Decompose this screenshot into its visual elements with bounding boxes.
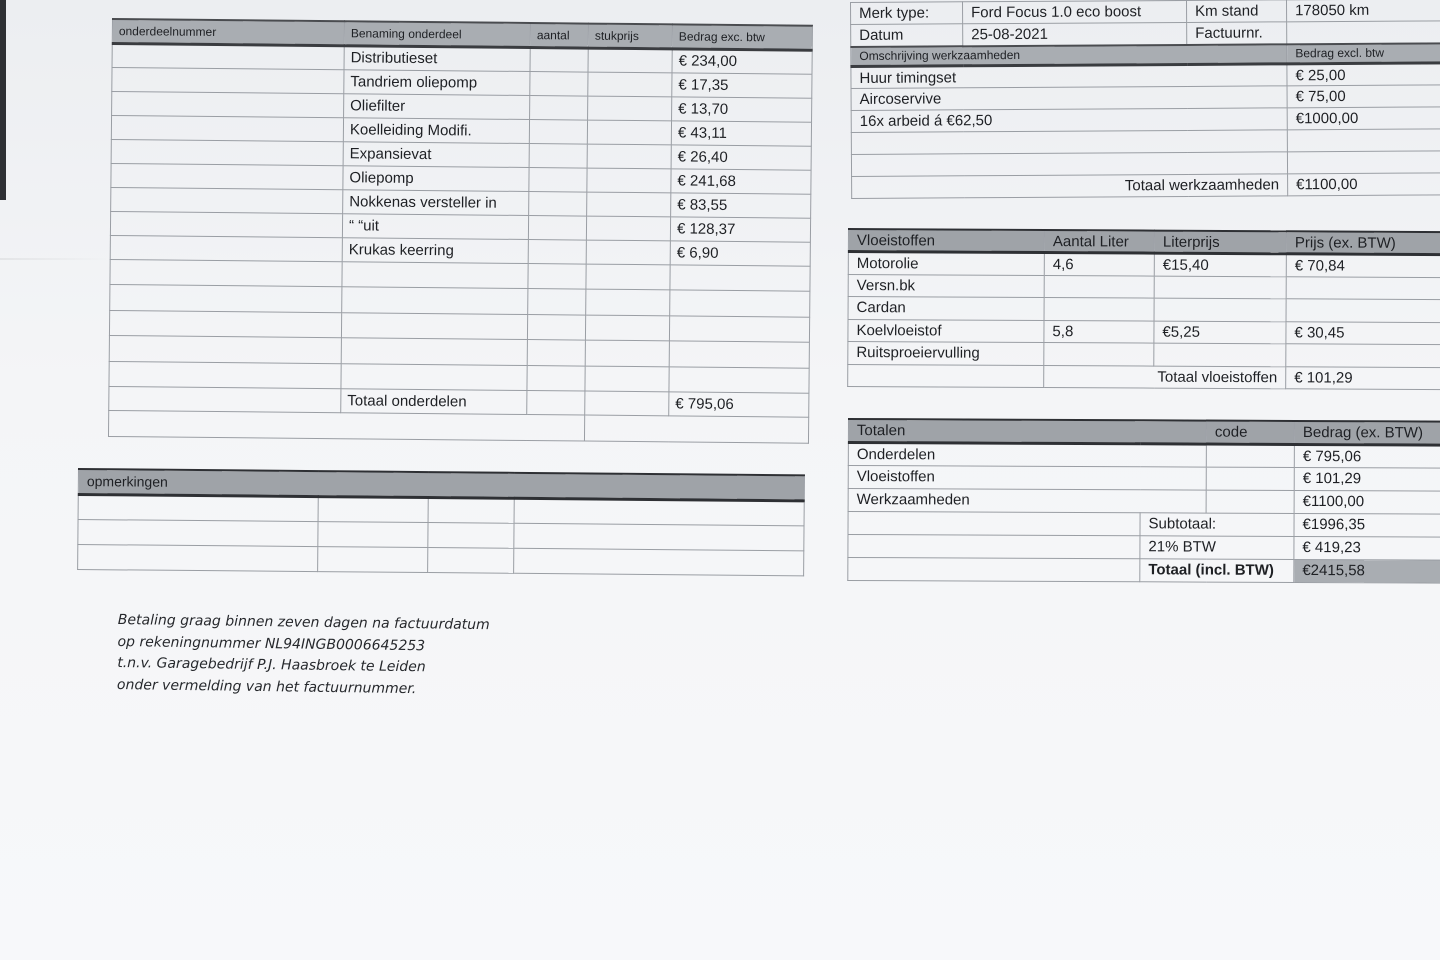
km-label: Km stand	[1186, 0, 1286, 22]
part-name: Krukas keerring	[342, 237, 528, 263]
part-amount: € 13,70	[672, 96, 812, 121]
totals-label: Onderdelen	[848, 442, 1206, 467]
fluid-price	[1286, 344, 1440, 367]
totals-value: € 795,06	[1294, 444, 1440, 468]
part-amount: € 128,37	[670, 216, 810, 241]
totals-value: € 101,29	[1294, 467, 1440, 491]
fluid-price-per-liter	[1154, 298, 1286, 321]
payment-line: op rekeningnummer NL94INGB0006645253	[117, 633, 426, 654]
totals-row	[848, 442, 1440, 468]
work-desc: Huur timingset	[851, 64, 1287, 89]
part-amount: € 26,40	[671, 144, 811, 169]
totals-header-label: Totalen	[848, 419, 1206, 444]
fluid-name: Motorolie	[848, 252, 1044, 276]
fluid-row	[848, 252, 1440, 278]
work-total-value: €1100,00	[1288, 173, 1440, 196]
part-name: Expansievat	[343, 141, 529, 167]
remarks-header: opmerkingen	[78, 469, 804, 500]
paper-fold	[0, 258, 110, 260]
fluids-header-row	[848, 229, 1440, 255]
part-name: Koelleiding Modifi.	[343, 117, 529, 143]
fluid-row	[848, 319, 1440, 345]
fluid-row	[848, 274, 1440, 300]
datum-label: Datum	[851, 24, 963, 47]
fluid-liters: 5,8	[1044, 320, 1154, 343]
btw-value: € 419,23	[1294, 536, 1440, 560]
work-amount: €1000,00	[1287, 107, 1440, 130]
merk-value: Ford Focus 1.0 eco boost	[963, 0, 1187, 23]
work-total-label: Totaal werkzaamheden	[852, 174, 1288, 199]
remarks-row	[78, 544, 804, 575]
totals-table	[847, 418, 1440, 583]
work-header-desc: Omschrijving werkzaamheden	[851, 44, 1287, 67]
header-part-name: Benaming onderdeel	[344, 21, 530, 47]
grand-total-label: Totaal (incl. BTW)	[1140, 558, 1294, 582]
part-amount: € 43,11	[671, 120, 811, 145]
fluid-name: Ruitsproeiervulling	[848, 342, 1044, 366]
fluids-total-row	[848, 364, 1440, 390]
fluid-price-per-liter: €5,25	[1154, 321, 1286, 344]
factuur-label: Factuurnr.	[1187, 22, 1287, 45]
fluid-row	[848, 297, 1440, 323]
fluid-name: Cardan	[848, 297, 1044, 321]
fluid-price: € 30,45	[1286, 321, 1440, 344]
parts-total-label: Totaal onderdelen	[341, 389, 527, 415]
fluid-name: Versn.bk	[848, 274, 1044, 298]
totals-header-amount: Bedrag (ex. BTW)	[1294, 421, 1440, 445]
part-name: Oliepomp	[343, 165, 529, 191]
part-name: Oliefilter	[344, 93, 530, 119]
part-amount: € 83,55	[671, 192, 811, 217]
parts-empty-row	[108, 410, 808, 442]
header-quantity: aantal	[530, 23, 588, 48]
factuur-value	[1287, 21, 1440, 44]
fluids-header-liters: Aantal Liter	[1044, 230, 1154, 253]
btw-row	[848, 534, 1440, 560]
grand-total-value: €2415,58	[1294, 559, 1440, 583]
subtotal-row	[848, 511, 1440, 537]
fluid-liters: 4,6	[1044, 253, 1154, 276]
fluid-liters	[1044, 343, 1154, 366]
totals-value: €1100,00	[1294, 490, 1440, 514]
work-amount: € 25,00	[1287, 63, 1440, 86]
remarks-table	[77, 468, 805, 576]
subtotal-value: €1996,35	[1294, 513, 1440, 537]
fluids-header-name: Vloeistoffen	[848, 229, 1044, 253]
totals-label: Vloeistoffen	[848, 465, 1206, 490]
fluid-price	[1286, 299, 1440, 322]
background-edge	[0, 0, 6, 200]
totals-header-code: code	[1206, 421, 1294, 444]
part-amount: € 17,35	[672, 72, 812, 97]
header-unit-price: stukprijs	[588, 24, 672, 49]
totals-header-row	[848, 419, 1440, 445]
fluids-header-price-per-liter: Literprijs	[1154, 231, 1286, 254]
payment-line: onder vermelding van het factuurnummer.	[116, 676, 417, 697]
fluids-header-price: Prijs (ex. BTW)	[1286, 231, 1440, 254]
fluid-name: Koelvloeistof	[848, 319, 1044, 343]
fluid-liters	[1044, 298, 1154, 321]
fluid-price-per-liter	[1154, 343, 1286, 366]
payment-note	[117, 610, 578, 702]
merk-label: Merk type:	[851, 2, 963, 25]
payment-line: t.n.v. Garagebedrijf P.J. Haasbroek te Leiden	[117, 654, 426, 676]
fluid-row	[848, 342, 1440, 368]
work-desc: Aircoservive	[851, 86, 1287, 111]
part-amount: € 234,00	[672, 48, 812, 73]
fluids-total-label: Totaal vloeistoffen	[1044, 365, 1286, 389]
parts-total-value: € 795,06	[669, 392, 809, 417]
totals-label: Werkzaamheden	[848, 488, 1206, 513]
work-total-row	[852, 173, 1440, 199]
fluid-price-per-liter: €15,40	[1154, 253, 1286, 276]
fluids-table	[847, 228, 1440, 390]
datum-value: 25-08-2021	[963, 22, 1187, 45]
fluid-price-per-liter	[1154, 276, 1286, 299]
parts-table	[108, 18, 813, 443]
header-amount: Bedrag exc. btw	[672, 24, 812, 49]
work-header-amount: Bedrag excl. btw	[1287, 43, 1440, 64]
totals-row	[848, 465, 1440, 491]
vehicle-work-table	[850, 0, 1440, 199]
part-amount: € 6,90	[670, 240, 810, 265]
part-name: Tandriem oliepomp	[344, 69, 530, 95]
work-desc: 16x arbeid á €62,50	[851, 108, 1287, 133]
work-amount: € 75,00	[1287, 85, 1440, 108]
totals-row	[848, 488, 1440, 514]
part-amount: € 241,68	[671, 168, 811, 193]
km-value: 178050 km	[1286, 0, 1440, 22]
part-name: “ “uit	[342, 213, 528, 239]
header-part-number: onderdeelnummer	[112, 19, 344, 45]
fluids-total-value: € 101,29	[1286, 366, 1440, 389]
fluid-price: € 70,84	[1286, 254, 1440, 277]
part-name: Distributieset	[344, 45, 530, 71]
subtotal-label: Subtotaal:	[1140, 512, 1294, 536]
fluid-liters	[1044, 275, 1154, 298]
grand-total-row	[848, 557, 1440, 583]
payment-line: Betaling graag binnen zeven dagen na factuurdatum	[117, 611, 490, 634]
fluid-price	[1286, 276, 1440, 299]
part-name: Nokkenas versteller in	[343, 189, 529, 215]
btw-label: 21% BTW	[1140, 535, 1294, 559]
